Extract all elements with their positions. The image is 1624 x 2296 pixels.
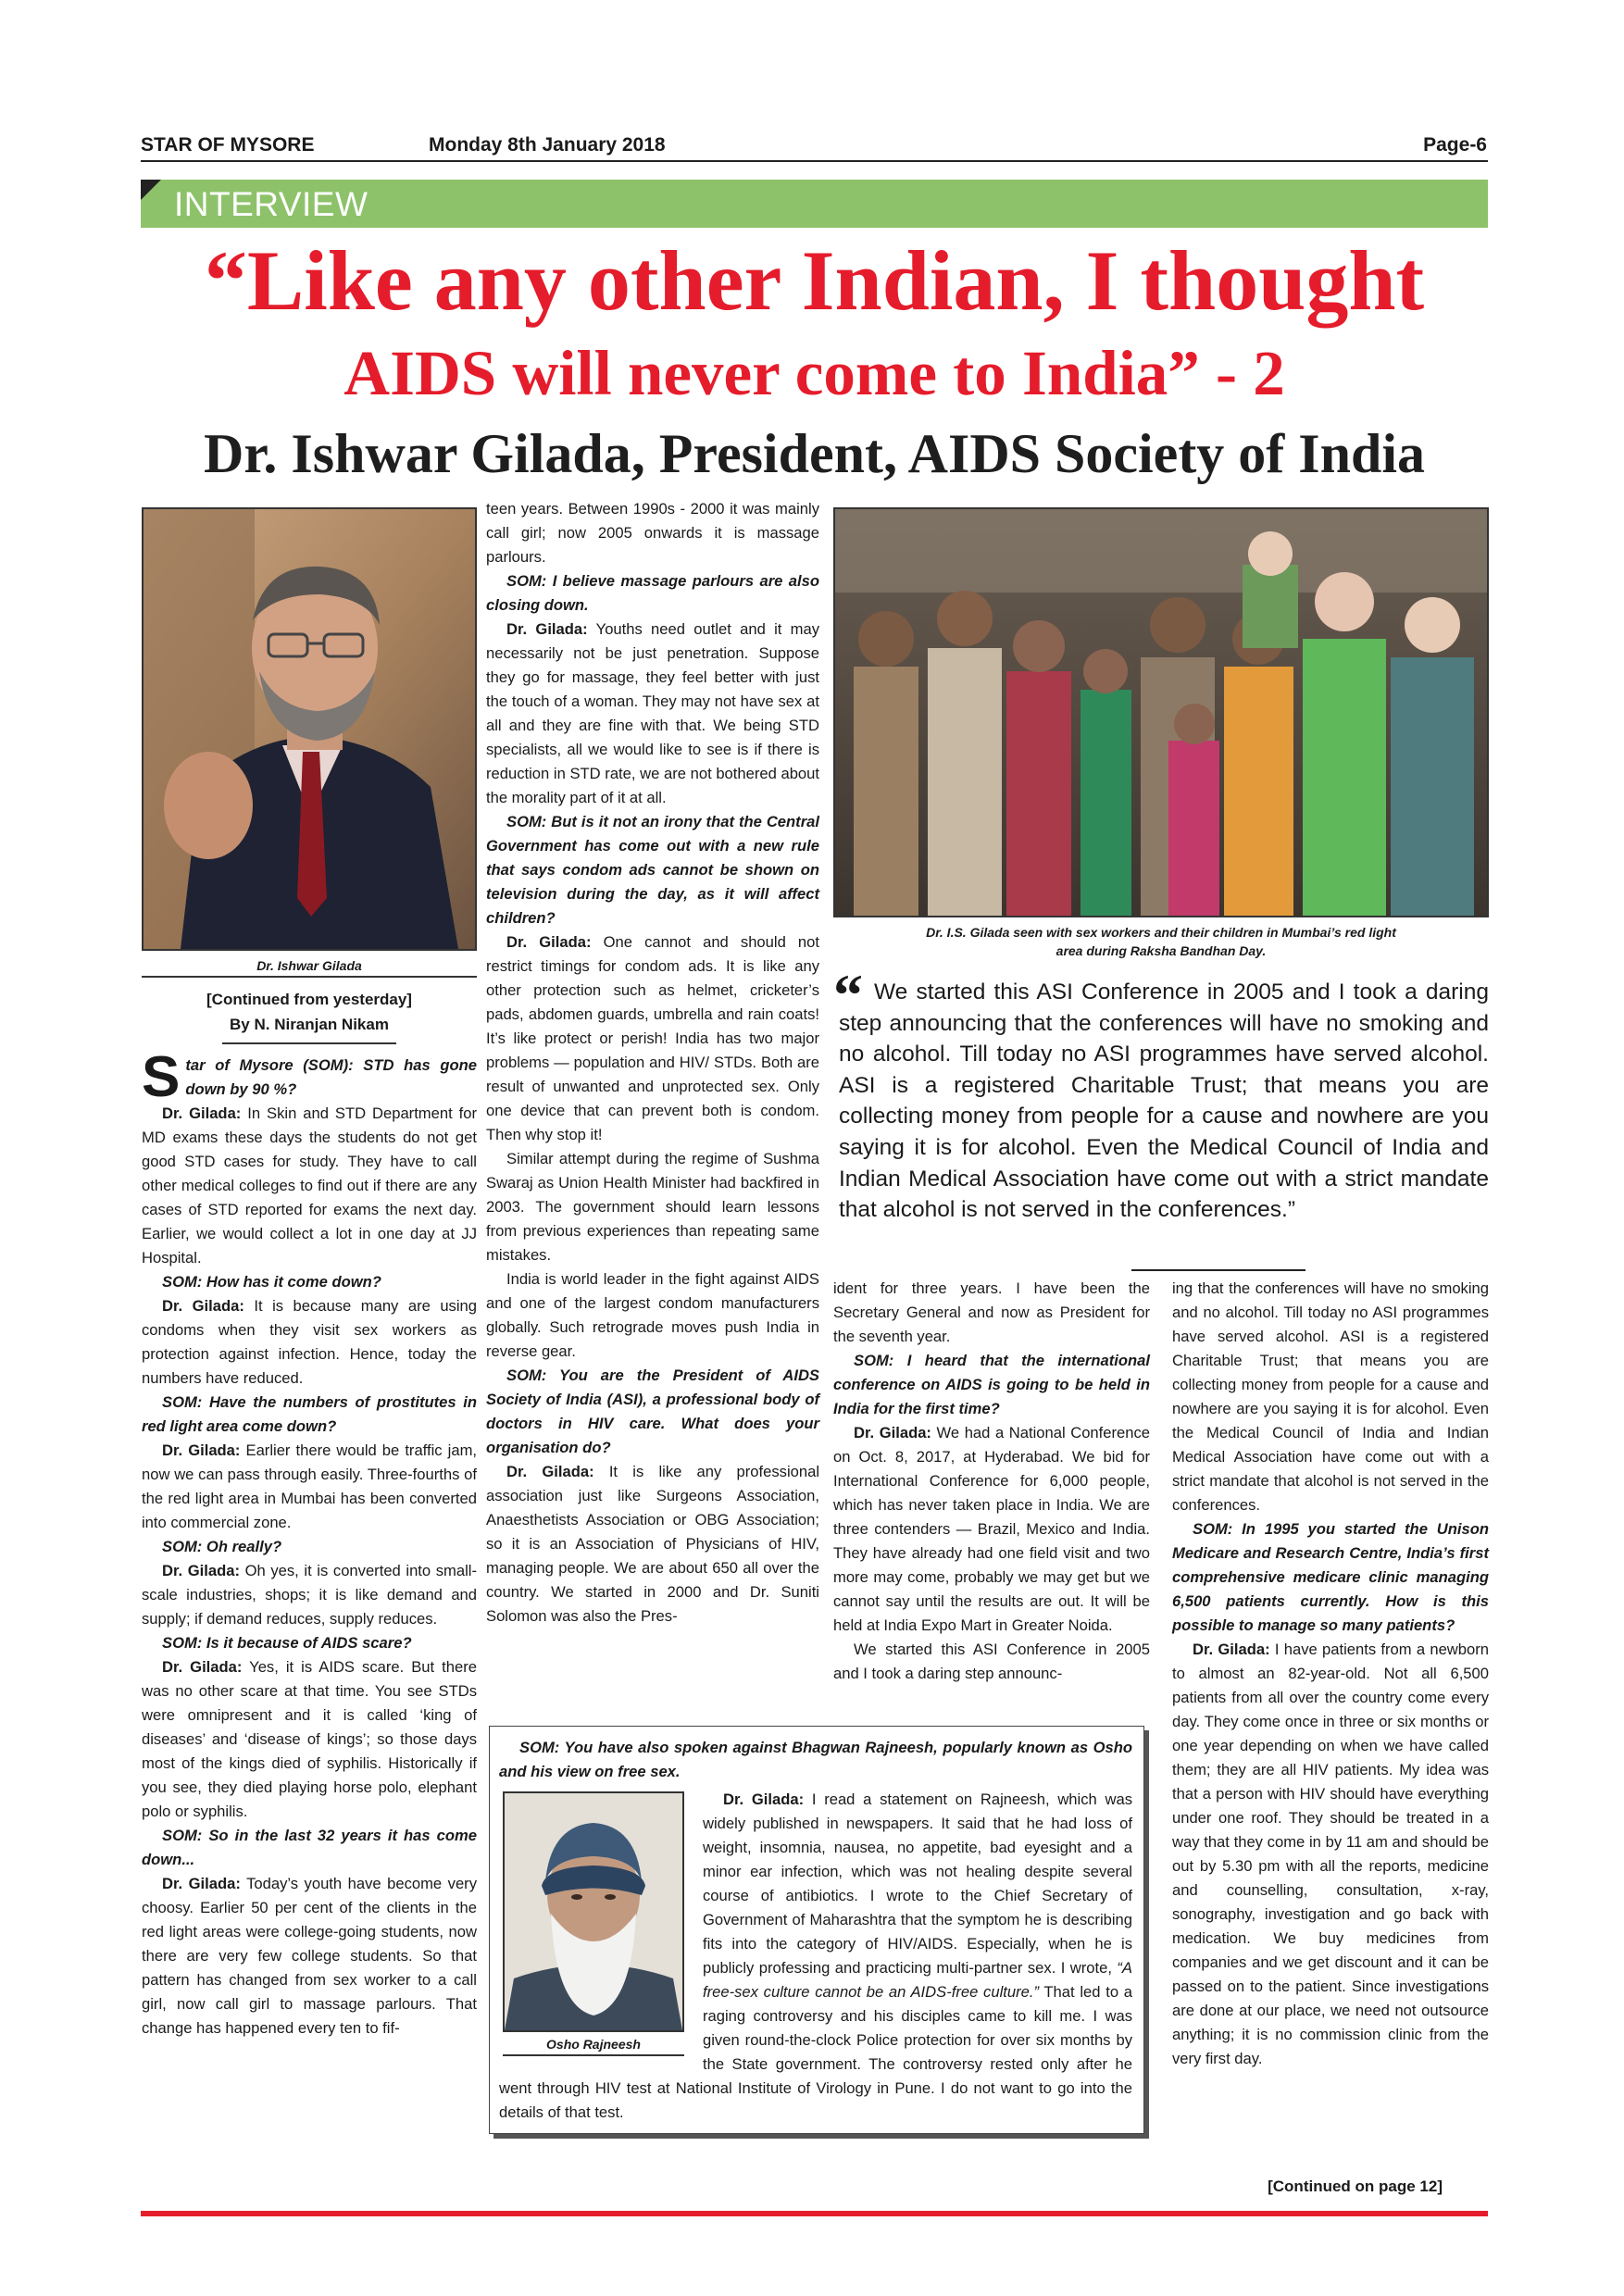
photo-caption-group-line1: Dr. I.S. Gilada seen with sex workers and their children in Mumbai’s red light [926,925,1396,940]
header-rule [141,160,1488,162]
boxout-question: SOM: You have also spoken against Bhagwan Rajneesh, popularly known as Osho and his view on free sex. [499,1739,1132,1780]
pull-quote-rule [1131,1269,1305,1271]
question: SOM: Is it because of AIDS scare? [162,1634,412,1652]
headline-line-2: AIDS will never come to India” - 2 [344,338,1285,408]
headline-line-1: “Like any other Indian, I thought [204,233,1425,328]
photo-group-raksha-bandhan [833,507,1489,917]
article-column-2: teen years. Between 1990s - 2000 it was mainly call girl; now 2005 onwards it is massage parlours. SOM: I believe massage parlours are also closing down. Dr. Gilada: Youths need outlet and it may necessarily not be just penetration. Suppose they go for massage, they feel better with just the touch of a woman. They may not have sex at all and they are fine with that. We being STD specialists, all we would like to see is if there is reduction in STD rate, we are not bothered about the morality part of it at all. SOM: But is it not an irony that the Central Government has come out with a new rule that says condom ads cannot be shown on television during the day, as it will affect children? Dr. Gilada: One cannot and should not restrict timings for condom ads. It is like any other protection such as helmet, cricketer’s pads, abdomen guards, umbrella and rain coats! It’s like protect or perish! India has two major problems — population and HIV/ STDs. Both are result of unwanted and unprotected sex. Only one device that can prevent both is condom. Then why stop it! Similar attempt during the regime of Sushma Swaraj as Union Health Minister had backfired in 2003. The government should learn lessons from previous experiences than repeating same mistakes. India is world leader in the fight against AIDS and one of the largest condom manufacturers globally. Such retrograde moves push India in reverse gear. SOM: You are the President of AIDS Society of India (ASI), a professional body of doctors in HIV care. What does your organisation do? Dr. Gilada: It is like any professional association just like Surgeons Association, Anaesthetists Association or OBG Association; so it is an Association of Physicians of HIV, managing people. We are about 650 all over the country. We started in 2000 and Dr. Suniti Solomon was also the Pres- [486,500,820,1625]
section-label: INTERVIEW [174,185,369,223]
issue-date: Monday 8th January 2018 [429,134,666,156]
boxout-answer: Dr. Gilada: I read a statement on Rajneesh, which was widely published in newspapers. It said that he had loss of weight, insomnia, nausea, no appetite, bad eyesight and a minor ear infection, which was not healing despite several course of antibiotics. I wrote to the Chief Secretary of Government of Maharashtra that the symptom he is describing fits into the category of HIV/AIDS. Especially, when he is publicly professing and practicing multi-partner sex. I wrote, “A free-sex culture cannot be an AIDS-free culture.” That led to a raging controversy and his disciples came to kill me. I was given round-the-clock Police protection for over six months by the State government. The controversy rested only after he went through HIV test at National Institute of Virology in Pune. I do not want to go into the details of that test. [499,1788,1132,2125]
article-column-3: ident for three years. I have been the Secretary General and now as President for the seventh year. SOM: I heard that the international conference on AIDS is going to be held in India for the first time? Dr. Gilada: We had a National Conference on Oct. 8, 2017, at Hyderabad. We bid for International Conference for 6,000 people, which has never taken place in India. We are three contenders — Brazil, Mexico and India. They have already had one field visit and two more may come, probably we may get but we cannot say until the results are out. It will be held at India Expo Mart in Greater Noida. We started this ASI Conference in 2005 and I took a daring step announc- [833,1279,1151,1682]
question: SOM: But is it not an irony that the Central Government has come out with a new rule that says condom ads cannot be shown on television during the day, as it will affect children? [486,813,819,927]
article-column-4: ing that the conferences will have no smoking and no alcohol. Till today no ASI programmes have served alcohol. ASI is a registered Charitable Trust; that means you are collecting money from people for a cause and nowhere are you saying it is for alcohol. Even the Medical Council of India and Indian Medical Association have come out with a strict mandate that alcohol is not served in the conferences. SOM: In 1995 you started the Unison Medicare and Research Centre, India’s first comprehensive medicare clinic managing 6,500 patients currently. How is this possible to manage so many patients? Dr. Gilada: I have patients from a newborn to almost an 82-year-old. Not all 6,500 patients from all over the country come every day. They come once in three or six months or one year depending on when we have called them; they are all HIV patients. My idea was that a person with HIV should have everything under one roof. They should be treated in a way that they come in by 11 am and should be out by 5.30 pm with all the reports, medicine and counselling, consultation, x-ray, sonography, investigation and go back with medication. We buy medicines from companies and we get discount and it can be passed on to the patient. Since investigations are done at our place, we need not outsource anything; it is no commission clinic from the very first day. [1172,1279,1489,2067]
question: SOM: I heard that the international conference on AIDS is going to be held in India for the first time? [833,1352,1150,1417]
newspaper-name: STAR OF MYSORE [141,134,315,156]
caption-rule [142,976,477,978]
continued-note: [Continued from yesterday] [206,991,412,1008]
byline-rule [222,1042,396,1044]
question: SOM: In 1995 you started the Unison Medicare and Research Centre, India’s first comprehensive medicare clinic managing 6,500 patients currently. How is this possible to manage so many patients? [1172,1520,1489,1634]
photo-caption-osho: Osho Rajneesh [546,2037,641,2052]
question: SOM: How has it come down? [162,1273,381,1291]
photo-dr-gilada [142,507,477,951]
headline-subtitle: Dr. Ishwar Gilada, President, AIDS Society of India [203,423,1426,484]
drop-cap: S [142,1045,181,1109]
group-photo-illustration [835,509,1487,916]
byline-author: By N. Niranjan Nikam [230,1016,389,1033]
question: SOM: You are the President of AIDS Society of India (ASI), a professional body of doctors in HIV care. What does your organisation do? [486,1366,819,1456]
question: SOM: Have the numbers of prostitutes in red light area come down? [142,1393,477,1435]
intro-question: Star of Mysore (SOM): STD has gone down by 90 %? [142,1045,477,1109]
photo-caption-gilada: Dr. Ishwar Gilada [256,958,362,973]
question: SOM: I believe massage parlours are also closing down. [486,572,819,614]
photo-caption-group-line2: area during Raksha Bandhan Day. [1056,943,1267,958]
bottom-red-rule [141,2211,1488,2216]
page-number: Page-6 [1423,134,1487,156]
section-corner-triangle [141,180,161,200]
boxout-osho [489,1726,1144,2134]
continued-on-page: [Continued on page 12] [1268,2177,1443,2195]
portrait-illustration [144,509,475,949]
article-column-1: Star of Mysore (SOM): STD has gone down by 90 %? Dr. Gilada: In Skin and STD Department for MD exams these days the students do not get good STD cases for study. They have to call other medical colleges to find out if there are any cases of STD reported for exams the next day. Earlier, we would collect a lot in one day at JJ Hospital. SOM: How has it come down? Dr. Gilada: It is because many are using condoms when they visit sex workers as protection against infection. Hence, today the numbers have reduced. SOM: Have the numbers of prostitutes in red light area come down? Dr. Gilada: Earlier there would be traffic jam, now we can pass through easily. Three-fourths of the red light area in Mumbai has been converted into commercial zone. SOM: Oh really? Dr. Gilada: Oh yes, it is converted into small-scale industries, shops; it is like demand and supply; if demand reduces, supply reduces. SOM: Is it because of AIDS scare? Dr. Gilada: Yes, it is AIDS scare. But there was no other scare at that time. You see STDs were omnipresent and it is called ‘king of diseases’ and ‘disease of kings’; so those days most of the kings died of syphilis. Historically if you see, they died playing horse polo, elephant polo or syphilis. SOM: So in the last 32 years it has come down... Dr. Gilada: Today’s youth have become very choosy. Earlier 50 per cent of the clients in the red light areas were college-going students, now there are very few college students. So that pattern has changed from sex worker to a call girl, now call girl to massage parlours. That change has happened every ten to fif- [142,1045,477,2037]
pull-quote: We started this ASI Conference in 2005 and I took a daring step announcing that the conferences will have no smoking and no alcohol. Till today no ASI programmes have served alcohol. ASI is a registered Charitable Trust; that means you are collecting money from people for a cause and nowhere are you saying it is for alcohol. Even the Medical Council of India and Indian Medical Association have come out with a strict mandate that alcohol is not served in the conferences.” [839,980,1489,1223]
photo-float-spacer [499,1788,695,2065]
quote-mark-icon: “ [833,962,863,1028]
boxout-question-wrap [499,1736,1132,1784]
question: SOM: Oh really? [162,1538,282,1555]
question: SOM: So in the last 32 years it has come down... [142,1827,477,1868]
